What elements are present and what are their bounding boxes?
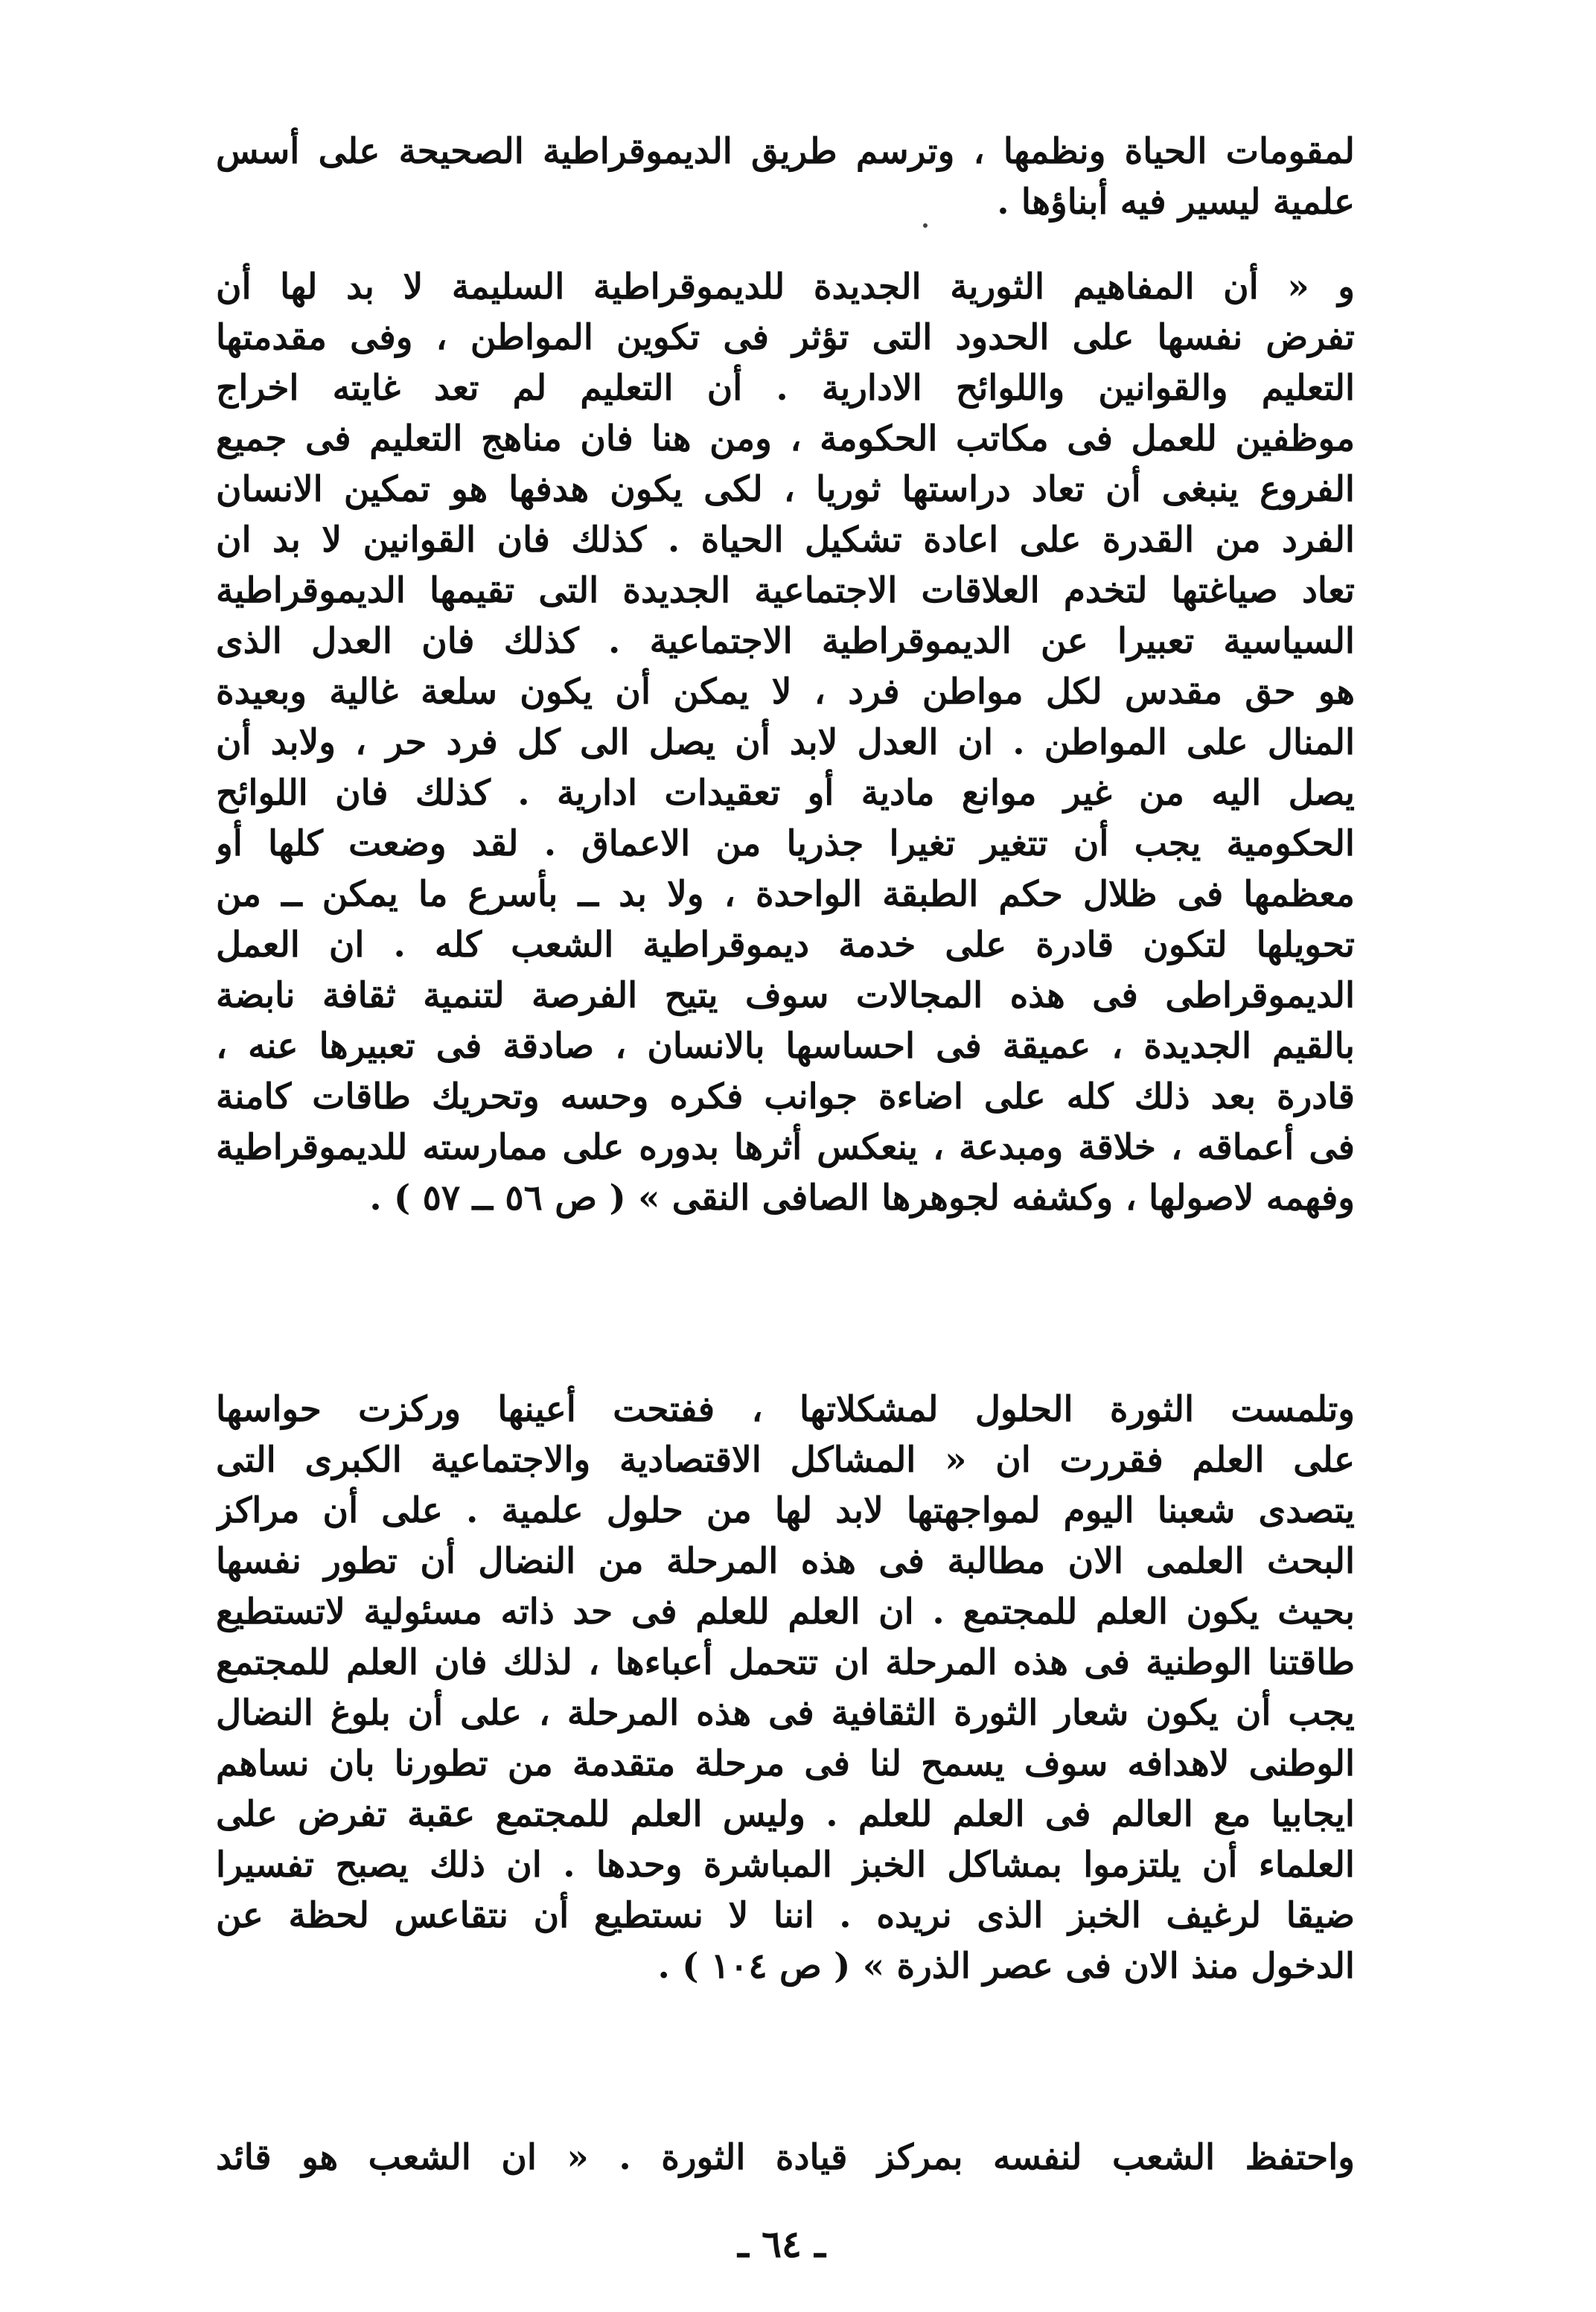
text-line: تفرض نفسها على الحدود التى تؤثر فى تكوين المواطن ، وفى مقدمتها <box>216 317 1355 358</box>
text-line: السياسية تعبيرا عن الديموقراطية الاجتماعية . كذلك فان العدل الذى <box>216 621 1355 662</box>
text-line: فى أعماقه ، خلاقة ومبدعة ، ينعكس أثرها بدوره على ممارسته للديموقراطية <box>216 1127 1355 1168</box>
text-line: البحث العلمى الان مطالبة فى هذه المرحلة من النضال أن تطور نفسها <box>216 1541 1355 1582</box>
page-number: ـ ٦٤ ـ <box>738 2222 826 2266</box>
text-line: طاقتنا الوطنية فى هذه المرحلة ان تتحمل أعباءها ، لذلك فان العلم للمجتمع <box>216 1642 1355 1683</box>
text-line: تحويلها لتكون قادرة على خدمة ديموقراطية الشعب كله . ان العمل <box>216 925 1355 965</box>
text-line: و « أن المفاهيم الثورية الجديدة للديموقراطية السليمة لا بد لها أن <box>216 266 1355 307</box>
text-line: وفهمه لاصولها ، وكشفه لجوهرها الصافى النقى » ( ص ٥٦ ــ ٥٧ ) . <box>369 1178 1355 1219</box>
text-line: المنال على المواطن . ان العدل لابد أن يصل الى كل فرد حر ، ولابد أن <box>216 722 1355 763</box>
text-line: يصل اليه من غير موانع مادية أو تعقيدات ادارية . كذلك فان اللوائح <box>216 773 1355 814</box>
text-line: العلماء أن يلتزموا بمشاكل الخبز المباشرة وحدها . ان ذلك يصبح تفسيرا <box>216 1845 1355 1885</box>
text-line: هو حق مقدس لكل مواطن فرد ، لا يمكن أن يكون سلعة غالية وبعيدة <box>216 671 1355 712</box>
paragraph-3 <box>216 1385 1355 1992</box>
text-line: الحكومية يجب أن تتغير تغيرا جذريا من الاعماق . لقد وضعت كلها أو <box>216 823 1355 864</box>
text-line: بالقيم الجديدة ، عميقة فى احساسها بالانسان ، صادقة فى تعبيرها عنه ، <box>216 1026 1355 1067</box>
paragraph-4 <box>216 2133 1355 2183</box>
text-line: الفروع ينبغى أن تعاد دراستها ثوريا ، لكى يكون هدفها هو تمكين الانسان <box>216 469 1355 510</box>
text-line: لمقومات الحياة ونظمها ، وترسم طريق الديموقراطية الصحيحة على أسس <box>216 131 1355 172</box>
scan-speck <box>923 223 928 228</box>
text-line: ضيقا لرغيف الخبز الذى نريده . اننا لا نستطيع أن نتقاعس لحظة عن <box>216 1895 1355 1936</box>
text-line: الدخول منذ الان فى عصر الذرة » ( ص ١٠٤ ) . <box>657 1946 1355 1987</box>
text-line: يتصدى شعبنا اليوم لمواجهتها لابد لها من حلول علمية . على أن مراكز <box>216 1490 1355 1531</box>
text-line: قادرة بعد ذلك كله على اضاءة جوانب فكره وحسه وتحريك طاقات كامنة <box>216 1076 1355 1117</box>
text-line: وتلمست الثورة الحلول لمشكلاتها ، ففتحت أعينها وركزت حواسها <box>216 1389 1355 1430</box>
text-line: معظمها فى ظلال حكم الطبقة الواحدة ، ولا بد ــ بأسرع ما يمكن ــ من <box>216 874 1355 915</box>
text-line: واحتفظ الشعب لنفسه بمركز قيادة الثورة . « ان الشعب هو قائد <box>216 2137 1355 2178</box>
text-line: على العلم فقررت ان « المشاكل الاقتصادية والاجتماعية الكبرى التى <box>216 1440 1355 1481</box>
text-line: التعليم والقوانين واللوائح الادارية . أن التعليم لم تعد غايته اخراج <box>216 368 1355 409</box>
text-line: تعاد صياغتها لتخدم العلاقات الاجتماعية الجديدة التى تقيمها الديموقراطية <box>216 570 1355 611</box>
text-line: يجب أن يكون شعار الثورة الثقافية فى هذه المرحلة ، على أن بلوغ النضال <box>216 1693 1355 1734</box>
paragraph-1 <box>216 127 1355 228</box>
text-line: الديموقراطى فى هذه المجالات سوف يتيح الفرصة لتنمية ثقافة نابضة <box>216 975 1355 1016</box>
text-line: ايجابيا مع العالم فى العلم للعلم . وليس العلم للمجتمع عقبة تفرض على <box>216 1794 1355 1835</box>
text-line: الوطنى لاهدافه سوف يسمح لنا فى مرحلة متقدمة من تطورنا بان نساهم <box>216 1743 1355 1784</box>
text-line: موظفين للعمل فى مكاتب الحكومة ، ومن هنا فان مناهج التعليم فى جميع <box>216 418 1355 459</box>
text-line: علمية ليسير فيه أبناؤها . <box>997 182 1355 223</box>
text-line: بحيث يكون العلم للمجتمع . ان العلم للعلم فى حد ذاته مسئولية لاتستطيع <box>216 1591 1355 1632</box>
paragraph-2 <box>216 262 1355 1224</box>
text-line: الفرد من القدرة على اعادة تشكيل الحياة . كذلك فان القوانين لا بد ان <box>216 520 1355 561</box>
